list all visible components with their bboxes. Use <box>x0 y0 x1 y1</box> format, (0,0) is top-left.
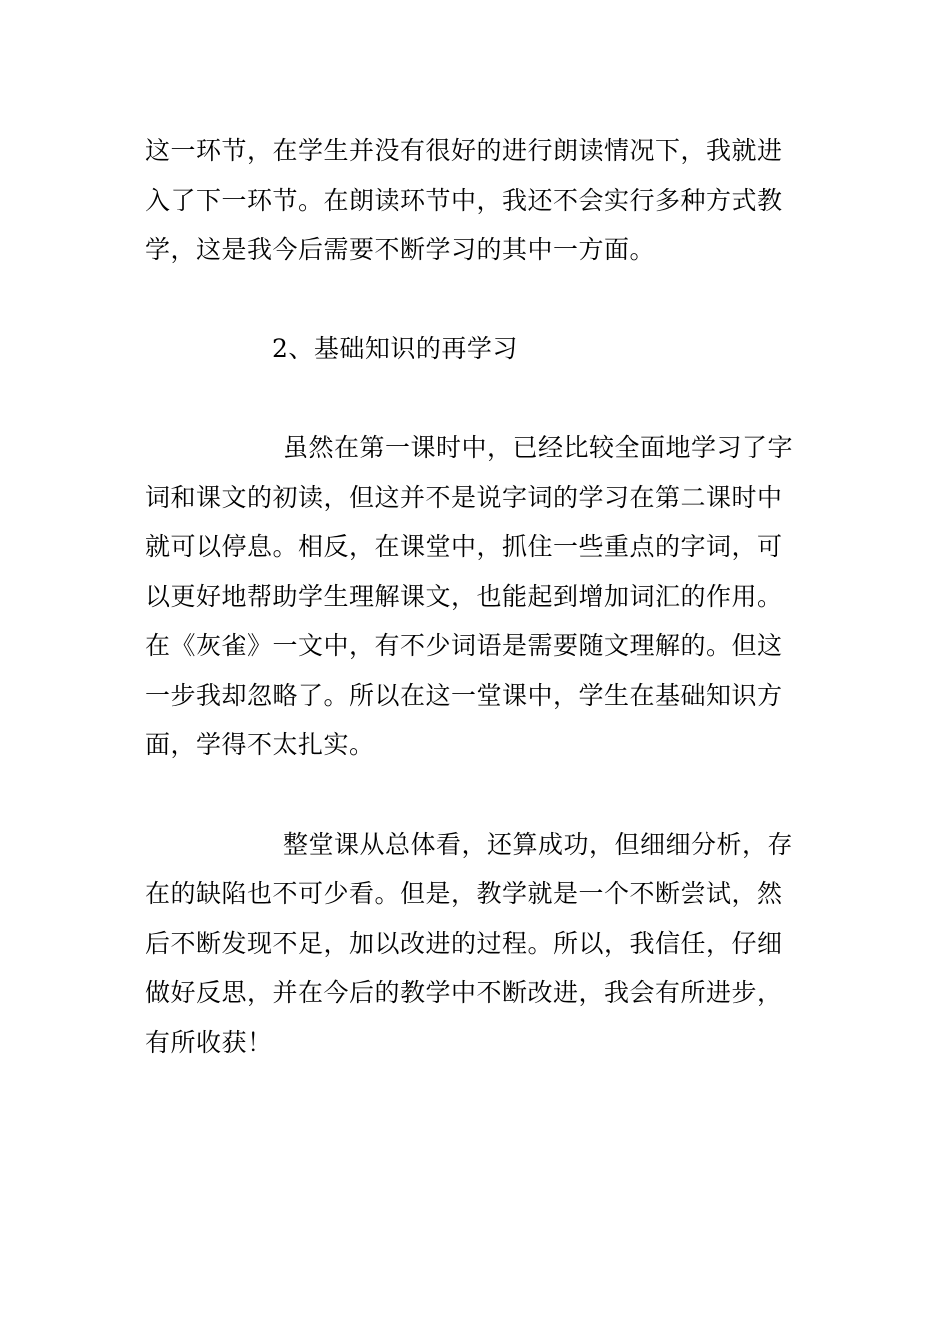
section-heading: 2、基础知识的再学习 <box>272 334 518 363</box>
paragraph-line: 在《灰雀》一文中，有不少词语是需要随文理解的。但这 <box>145 631 783 660</box>
paragraph-line: 做好反思，并在今后的教学中不断改进，我会有所进步， <box>145 978 783 1007</box>
paragraph-line: 后不断发现不足，加以改进的过程。所以，我信任，仔细 <box>145 929 783 958</box>
paragraph-line: 入了下一环节。在朗读环节中，我还不会实行多种方式教 <box>145 186 783 215</box>
paragraph-line: 一步我却忽略了。所以在这一堂课中，学生在基础知识方 <box>145 681 783 710</box>
paragraph-line: 整堂课从总体看，还算成功，但细细分析，存 <box>283 830 794 859</box>
paragraph-line: 以更好地帮助学生理解课文，也能起到增加词汇的作用。 <box>145 582 783 611</box>
paragraph-line: 词和课文的初读，但这并不是说字词的学习在第二课时中 <box>145 483 783 512</box>
paragraph-line: 在的缺陷也不可少看。但是，教学就是一个不断尝试，然 <box>145 879 783 908</box>
paragraph-line: 虽然在第一课时中，已经比较全面地学习了字 <box>283 433 794 462</box>
paragraph-line: 有所收获！ <box>145 1028 273 1057</box>
paragraph-line: 就可以停息。相反，在课堂中，抓住一些重点的字词，可 <box>145 532 783 561</box>
paragraph-line: 这一环节，在学生并没有很好的进行朗读情况下，我就进 <box>145 136 783 165</box>
paragraph-line: 面，学得不太扎实。 <box>145 730 375 759</box>
paragraph-line: 学，这是我今后需要不断学习的其中一方面。 <box>145 235 656 264</box>
